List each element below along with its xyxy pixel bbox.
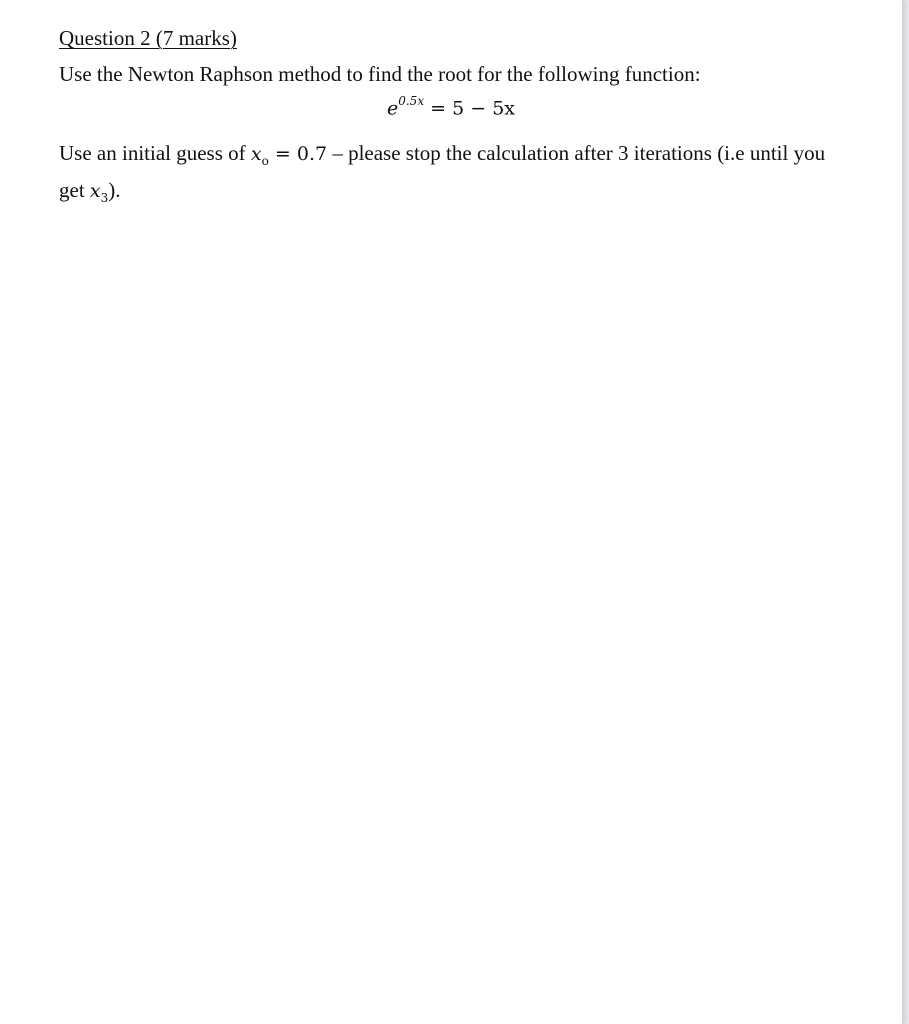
question-intro: Use the Newton Raphson method to find the root for the following function: <box>59 62 701 86</box>
instruction-end: ). <box>108 177 121 202</box>
instruction-trail: – please stop the calculation after 3 iterations (i.e until you get <box>59 141 826 202</box>
final-iterate: $x_3$ <box>89 179 109 205</box>
initial-guess: $x_o = 0.7$ <box>250 143 328 168</box>
equation-base: e <box>386 97 399 120</box>
question-instruction <box>59 139 849 213</box>
question-heading: Question 2 (7 marks) <box>59 26 237 50</box>
equation-rhs: = 5 − 5x <box>430 97 515 120</box>
instruction-lead: Use an initial guess of <box>59 141 251 165</box>
equation <box>0 96 902 119</box>
equation-exponent: 0.5x <box>398 94 425 108</box>
